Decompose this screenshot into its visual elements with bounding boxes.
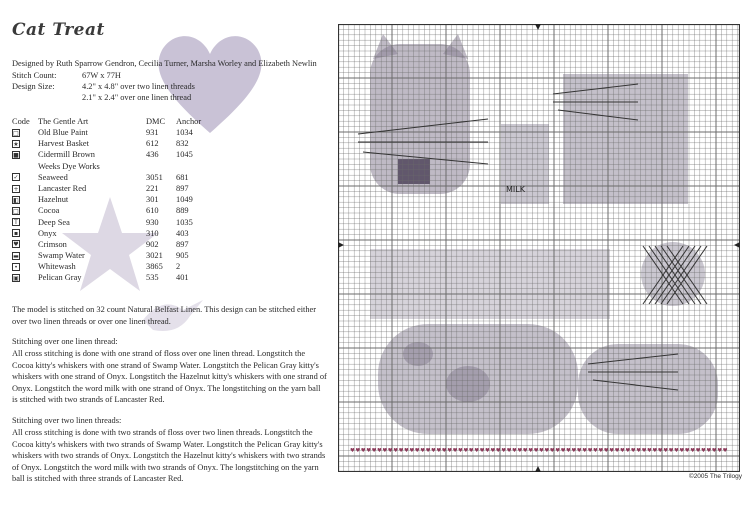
heart-border-stitch: ♥ <box>366 448 372 454</box>
pattern-info-panel <box>0 0 340 505</box>
heart-border-stitch: ♥ <box>679 448 685 454</box>
key-anchor-number: 1045 <box>176 150 193 160</box>
key-anchor-number: 889 <box>176 206 189 216</box>
heart-border-stitch: ♥ <box>355 448 361 454</box>
stitch-count-row <box>12 70 195 81</box>
color-key-header <box>12 116 216 127</box>
heart-border-stitch: ♥ <box>576 448 582 454</box>
key-dmc-number: 436 <box>146 150 159 160</box>
key-row <box>12 127 216 138</box>
cat-spot <box>403 342 433 366</box>
key-thread-name: Lancaster Red <box>38 183 87 193</box>
heart-border-stitch: ♥ <box>539 448 544 454</box>
heart-border-stitch: ♥ <box>657 448 663 454</box>
key-dmc-number: 931 <box>146 128 159 137</box>
heart-border-stitch: ♥ <box>598 448 604 454</box>
key-row <box>12 217 216 228</box>
key-thread-name: Weeks Dye Works <box>38 161 100 171</box>
key-symbol-icon: ✓ <box>13 174 19 182</box>
heart-border-stitch: ♥ <box>690 448 696 454</box>
design-size-line1: 4.2" x 4.8" over two linen threads <box>82 82 195 92</box>
key-dmc-number: 3051 <box>146 172 163 182</box>
page-title: Cat Treat <box>12 20 105 40</box>
heart-border-stitch: ♥ <box>490 448 496 454</box>
heart-border-stitch: ♥ <box>528 448 534 454</box>
heart-border-stitch: ♥ <box>609 448 615 454</box>
key-row <box>12 172 216 183</box>
designers-credit: Designed by Ruth Sparrow Gendron, Cecilia Turner, Marsha Worley and Elizabeth Newlin <box>12 59 317 68</box>
key-anchor-number: 1035 <box>176 217 193 227</box>
heart-border-stitch: ♥ <box>458 448 463 454</box>
key-dmc-number: 902 <box>146 239 159 249</box>
stitch-count-label: Stitch Count: <box>12 71 57 80</box>
key-row <box>12 228 216 239</box>
center-marker-top <box>535 24 541 30</box>
heart-border-stitch: ♥ <box>501 448 507 454</box>
key-header-anchor: Anchor <box>176 117 202 126</box>
heart-border-stitch: ♥ <box>479 448 485 454</box>
heart-border-stitch: ♥ <box>614 448 620 454</box>
center-marker-right <box>734 242 740 248</box>
heart-border-stitch: ♥ <box>420 448 426 454</box>
stitch-count-value: 67W x 77H <box>82 71 121 80</box>
key-anchor-number: 403 <box>176 228 189 238</box>
heart-border-stitch: ♥ <box>571 448 577 454</box>
heart-border-stitch: ♥ <box>701 448 706 454</box>
key-anchor-number: 897 <box>176 183 189 193</box>
key-thread-name: Onyx <box>38 228 57 238</box>
key-thread-name: Pelican Gray <box>38 273 82 283</box>
heart-border-stitch: ♥ <box>517 448 523 454</box>
key-row <box>12 149 216 160</box>
key-header-dmc: DMC <box>146 117 166 126</box>
one-thread-instructions: All cross stitching is done with one strand of floss over one linen thread. Longstitch the Cocoa kitty's whiskers with one strand of Swamp Water. Longstitch the Pelican Gray kitty's whiskers with one strand of Onyx. Longstitch the Hazelnut kitty's whiskers with one strand of Onyx. Longstitch the word milk with one strand of Onyx. The longstitching on the yarn ball is stitched with two strands of Lancaster Red. <box>12 349 327 405</box>
heart-border-stitch: ♥ <box>387 448 393 454</box>
heart-border-stitch: ♥ <box>436 448 442 454</box>
key-anchor-number: 897 <box>176 239 189 249</box>
heart-border-stitch: ♥ <box>587 448 593 454</box>
design-size-row <box>12 81 195 92</box>
heart-border-stitch: ♥ <box>620 448 625 454</box>
heart-border-stitch: ♥ <box>393 448 399 454</box>
cross-stitch-chart <box>338 24 740 472</box>
black-cat-shape <box>563 74 688 204</box>
key-dmc-number: 3021 <box>146 251 163 261</box>
key-anchor-number: 1049 <box>176 195 193 205</box>
heart-border-stitch: ♥ <box>431 448 436 454</box>
heart-border-stitch: ♥ <box>566 448 571 454</box>
heart-border-stitch: ♥ <box>636 448 642 454</box>
heart-border-stitch: ♥ <box>593 448 598 454</box>
heart-border-stitch: ♥ <box>560 448 566 454</box>
copyright-notice: ©2005 The Trilogy <box>688 473 742 480</box>
heart-border-stitch: ♥ <box>463 448 469 454</box>
key-thread-name: Swamp Water <box>38 251 85 261</box>
heart-border-stitch: ♥ <box>414 448 420 454</box>
key-thread-name: Harvest Basket <box>38 139 89 149</box>
heart-border-stitch: ♥ <box>711 448 717 454</box>
key-thread-name: Whitewash <box>38 262 76 272</box>
heart-border-stitch: ♥ <box>512 448 517 454</box>
key-symbol-icon: ▬ <box>13 252 19 260</box>
heart-border-stitch: ♥ <box>684 448 690 454</box>
heart-border-stitch: ♥ <box>582 448 588 454</box>
key-symbol-icon: □ <box>13 129 19 137</box>
meow-lettering <box>370 249 610 319</box>
heart-border-stitch: ♥ <box>382 448 388 454</box>
key-symbol-icon: ◧ <box>13 196 19 204</box>
key-symbol-icon: ▣ <box>13 275 19 283</box>
key-symbol-icon: □ <box>13 207 19 215</box>
design-size-row-2 <box>12 92 195 103</box>
center-marker-left <box>338 242 344 248</box>
key-thread-name: Cocoa <box>38 206 60 216</box>
heart-border-stitch: ♥ <box>533 448 539 454</box>
heart-border-stitch: ♥ <box>706 448 712 454</box>
heart-border-stitch: ♥ <box>647 448 652 454</box>
key-anchor-number: 681 <box>176 172 189 182</box>
key-symbol-icon: • <box>12 263 20 271</box>
key-symbol-icon: ■ <box>13 151 19 159</box>
key-dmc-number: 610 <box>146 206 159 216</box>
key-dmc-number: 3865 <box>146 262 163 272</box>
heart-border-stitch: ♥ <box>695 448 701 454</box>
heart-border-stitch: ♥ <box>360 448 366 454</box>
heart-border-stitch: ♥ <box>717 448 723 454</box>
key-anchor-number: 905 <box>176 251 189 261</box>
heart-border-stitch: ♥ <box>674 448 679 454</box>
color-key-table <box>12 127 216 284</box>
key-symbol-icon <box>12 162 20 170</box>
heart-border-stitch: ♥ <box>447 448 453 454</box>
key-row <box>12 261 216 272</box>
key-dmc-number: 535 <box>146 273 159 283</box>
heart-border-stitch: ♥ <box>398 448 404 454</box>
heart-border-stitch: ♥ <box>468 448 474 454</box>
heart-border-stitch: ♥ <box>404 448 409 454</box>
key-row <box>12 194 216 205</box>
heart-border-stitch: ♥ <box>474 448 480 454</box>
heart-border-stitch: ♥ <box>425 448 431 454</box>
key-symbol-icon: T <box>12 218 20 226</box>
heart-border-stitch: ♥ <box>652 448 658 454</box>
heart-border-stitch: ♥ <box>603 448 609 454</box>
key-row <box>12 205 216 216</box>
key-anchor-number: 2 <box>176 262 181 272</box>
key-row <box>12 161 216 172</box>
heart-border-stitch: ♥ <box>485 448 490 454</box>
key-row <box>12 250 216 261</box>
heart-border-stitch: ♥ <box>549 448 555 454</box>
heart-border-stitch: ♥ <box>452 448 458 454</box>
key-header-name: The Gentle Art <box>38 117 89 126</box>
specifications <box>12 70 195 104</box>
key-thread-name: Old Blue Paint <box>38 128 88 137</box>
two-threads-heading: Stitching over two linen threads: <box>12 416 122 425</box>
heart-border-stitch: ♥ <box>663 448 669 454</box>
key-anchor-number: 401 <box>176 273 189 283</box>
key-dmc-number: 301 <box>146 195 159 205</box>
design-size-line2: 2.1" x 2.4" over one linen thread <box>82 93 192 103</box>
heart-border-stitch: ♥ <box>668 448 674 454</box>
heart-border-stitch: ♥ <box>441 448 447 454</box>
key-dmc-number: 221 <box>146 183 159 193</box>
heart-border-stitch: ♥ <box>544 448 550 454</box>
key-row <box>12 239 216 250</box>
key-row <box>12 138 216 149</box>
key-symbol-icon: ▪ <box>13 230 19 238</box>
heart-border-stitch: ♥ <box>409 448 415 454</box>
heart-border-stitch: ♥ <box>722 448 728 454</box>
heart-border-stitch: ♥ <box>506 448 512 454</box>
key-thread-name: Deep Sea <box>38 217 70 227</box>
two-threads-instructions: All cross stitching is done with two strands of floss over two linen threads. Longstitch the Cocoa kitty's whiskers with two strands of Swamp Water. Longstitch the Pelican Gray kitty's whiskers with two strands of Onyx. Longstitch the Hazelnut kitty's whiskers with two strands of Onyx. Longstitch the word milk with two strands of Onyx. The longstitching on the yarn ball is stitched with three strands of Lancaster Red. <box>12 428 326 484</box>
key-header-code: Code <box>12 117 30 126</box>
key-dmc-number: 310 <box>146 228 159 238</box>
key-anchor-number: 832 <box>176 139 189 149</box>
heart-border-stitch: ♥ <box>630 448 636 454</box>
key-row <box>12 183 216 194</box>
heart-border-stitch: ♥ <box>641 448 647 454</box>
key-symbol-icon: ★ <box>13 140 19 148</box>
key-symbol-icon: ♥ <box>13 241 19 249</box>
heart-border-stitch: ♥ <box>371 448 377 454</box>
key-thread-name: Crimson <box>38 239 67 249</box>
one-thread-heading: Stitching over one linen thread: <box>12 337 118 346</box>
key-dmc-number: 612 <box>146 139 159 149</box>
key-anchor-number: 1034 <box>176 128 193 137</box>
heart-border-stitch: ♥ <box>377 448 382 454</box>
fabric-note: The model is stitched on 32 count Natural Belfast Linen. This design can be stitched either over two linen threads or over one linen thread. <box>12 305 317 326</box>
key-thread-name: Cidermill Brown <box>38 150 95 160</box>
heart-border-stitch: ♥ <box>625 448 631 454</box>
heart-border-stitch: ♥ <box>495 448 501 454</box>
design-size-label: Design Size: <box>12 82 55 92</box>
heart-border-stitch: ♥ <box>350 448 355 454</box>
key-thread-name: Hazelnut <box>38 195 69 205</box>
key-dmc-number: 930 <box>146 217 159 227</box>
heart-border-stitch: ♥ <box>522 448 528 454</box>
milk-word: MILK <box>506 185 525 194</box>
key-row <box>12 272 216 283</box>
heart-border-stitch: ♥ <box>555 448 561 454</box>
key-symbol-icon: + <box>13 185 19 193</box>
key-thread-name: Seaweed <box>38 172 68 182</box>
